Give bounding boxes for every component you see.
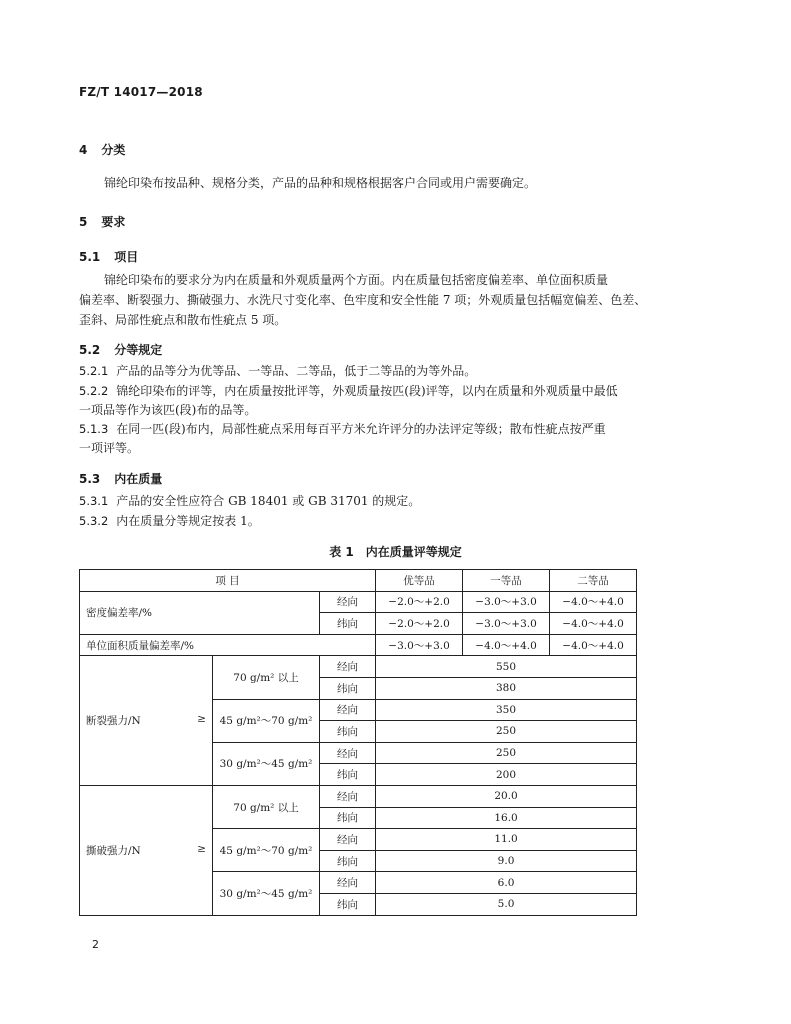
clause-5-3-1 xyxy=(79,492,420,512)
header-first-grade: 一等品 xyxy=(463,570,550,592)
direction-cell: 经向 xyxy=(320,656,376,678)
range-cell: 30 g/m²～45 g/m² xyxy=(213,742,320,785)
table-caption: 表 1 内在质量评等规定 xyxy=(329,545,462,559)
section-number: 5 xyxy=(79,215,88,229)
value-cell: −4.0～+4.0 xyxy=(550,613,637,635)
value-cell: −4.0～+4.0 xyxy=(550,591,637,613)
header-second-grade: 二等品 xyxy=(550,570,637,592)
clause-number: 5.3.2 xyxy=(79,514,109,528)
section-5-3-heading xyxy=(79,470,162,487)
table-row xyxy=(80,591,637,613)
page-number: 2 xyxy=(92,938,99,951)
direction-cell: 经向 xyxy=(320,785,376,807)
header-top-grade: 优等品 xyxy=(376,570,463,592)
clause-number: 5.1.3 xyxy=(79,422,109,436)
quality-grade-table xyxy=(79,569,637,916)
section-title: 分等规定 xyxy=(114,343,163,357)
density-label: 密度偏差率/% xyxy=(80,591,320,634)
section-5-1-line-1: 锦纶印染布的要求分为内在质量和外观质量两个方面。内在质量包括密度偏差率、单位面积质量 xyxy=(104,273,609,287)
clause-text: 在同一匹(段)布内，局部性疵点采用每百平方米允许评分的办法评定等级；散布性疵点按严重 xyxy=(116,422,606,436)
value-cell: 9.0 xyxy=(376,850,637,872)
section-number: 5.3 xyxy=(79,472,101,486)
direction-cell: 纬向 xyxy=(320,613,376,635)
value-cell: −4.0～+4.0 xyxy=(463,634,550,656)
value-cell: 550 xyxy=(376,656,637,678)
value-cell: 350 xyxy=(376,699,637,721)
section-4-heading xyxy=(79,141,125,158)
value-cell: −3.0～+3.0 xyxy=(376,634,463,656)
clause-5-2-1 xyxy=(79,362,476,382)
direction-cell: 纬向 xyxy=(320,850,376,872)
clause-number: 5.2.2 xyxy=(79,384,109,398)
value-cell: 16.0 xyxy=(376,807,637,829)
label-text: 断裂强力/N xyxy=(86,715,141,728)
section-5-1-heading xyxy=(79,248,138,265)
section-number: 5.1 xyxy=(79,250,101,264)
clause-5-2-2-cont: 一项品等作为该匹(段)布的品等。 xyxy=(79,403,257,417)
value-cell: 250 xyxy=(376,742,637,764)
value-cell: −4.0～+4.0 xyxy=(550,634,637,656)
section-title: 要求 xyxy=(101,215,126,229)
range-cell: 30 g/m²～45 g/m² xyxy=(213,872,320,915)
clause-text: 产品的安全性应符合 GB 18401 或 GB 31701 的规定。 xyxy=(116,494,421,508)
clause-text: 内在质量分等规定按表 1。 xyxy=(116,514,260,528)
range-cell: 45 g/m²～70 g/m² xyxy=(213,699,320,742)
section-5-1-line-3: 歪斜、局部性疵点和散布性疵点 5 项。 xyxy=(79,313,287,327)
direction-cell: 纬向 xyxy=(320,764,376,786)
value-cell: 20.0 xyxy=(376,785,637,807)
value-cell: 200 xyxy=(376,764,637,786)
section-5-1-line-2: 偏差率、断裂强力、撕破强力、水洗尺寸变化率、色牢度和安全性能 7 项；外观质量包括幅宽偏差、色差、 xyxy=(79,293,647,307)
table-row xyxy=(80,634,637,656)
direction-cell: 纬向 xyxy=(320,721,376,743)
clause-number: 5.3.1 xyxy=(79,494,109,508)
direction-cell: 纬向 xyxy=(320,893,376,915)
ge-symbol: ≥ xyxy=(197,842,206,855)
breaking-strength-label xyxy=(80,656,213,786)
range-cell: 45 g/m²～70 g/m² xyxy=(213,829,320,872)
section-title: 项目 xyxy=(114,250,139,264)
section-number: 4 xyxy=(79,143,88,157)
mass-label: 单位面积质量偏差率/% xyxy=(80,634,376,656)
direction-cell: 经向 xyxy=(320,872,376,894)
clause-5-1-3 xyxy=(79,420,606,440)
clause-5-2-2 xyxy=(79,382,618,402)
direction-cell: 经向 xyxy=(320,829,376,851)
direction-cell: 经向 xyxy=(320,742,376,764)
header-item: 项 目 xyxy=(80,570,376,592)
clause-5-1-3-cont: 一项评等。 xyxy=(79,441,140,455)
section-number: 5.2 xyxy=(79,343,101,357)
value-cell: 11.0 xyxy=(376,829,637,851)
clause-number: 5.2.1 xyxy=(79,364,109,378)
section-5-heading xyxy=(79,213,125,230)
tearing-strength-label xyxy=(80,785,213,915)
range-cell: 70 g/m² 以上 xyxy=(213,656,320,699)
direction-cell: 纬向 xyxy=(320,677,376,699)
value-cell: −3.0～+3.0 xyxy=(463,613,550,635)
direction-cell: 纬向 xyxy=(320,807,376,829)
direction-cell: 经向 xyxy=(320,591,376,613)
value-cell: 380 xyxy=(376,677,637,699)
table-header-row xyxy=(80,570,637,592)
value-cell: 250 xyxy=(376,721,637,743)
direction-cell: 经向 xyxy=(320,699,376,721)
clause-5-3-2 xyxy=(79,512,260,532)
range-cell: 70 g/m² 以上 xyxy=(213,785,320,828)
section-title: 内在质量 xyxy=(114,472,163,486)
section-4-paragraph: 锦纶印染布按品种、规格分类，产品的品种和规格根据客户合同或用户需要确定。 xyxy=(104,176,537,190)
value-cell: −2.0～+2.0 xyxy=(376,613,463,635)
value-cell: −2.0～+2.0 xyxy=(376,591,463,613)
label-text: 撕破强力/N xyxy=(86,844,141,857)
value-cell: 5.0 xyxy=(376,893,637,915)
value-cell: −3.0～+3.0 xyxy=(463,591,550,613)
section-title: 分类 xyxy=(101,143,126,157)
clause-text: 产品的品等分为优等品、一等品、二等品，低于二等品的为等外品。 xyxy=(116,364,477,378)
table-row xyxy=(80,785,637,807)
value-cell: 6.0 xyxy=(376,872,637,894)
clause-text: 锦纶印染布的评等，内在质量按批评等，外观质量按匹(段)评等，以内在质量和外观质量中最低 xyxy=(116,384,618,398)
doc-header: FZ/T 14017—2018 xyxy=(79,85,203,99)
table-row xyxy=(80,656,637,678)
ge-symbol: ≥ xyxy=(197,713,206,726)
section-5-2-heading xyxy=(79,341,162,358)
